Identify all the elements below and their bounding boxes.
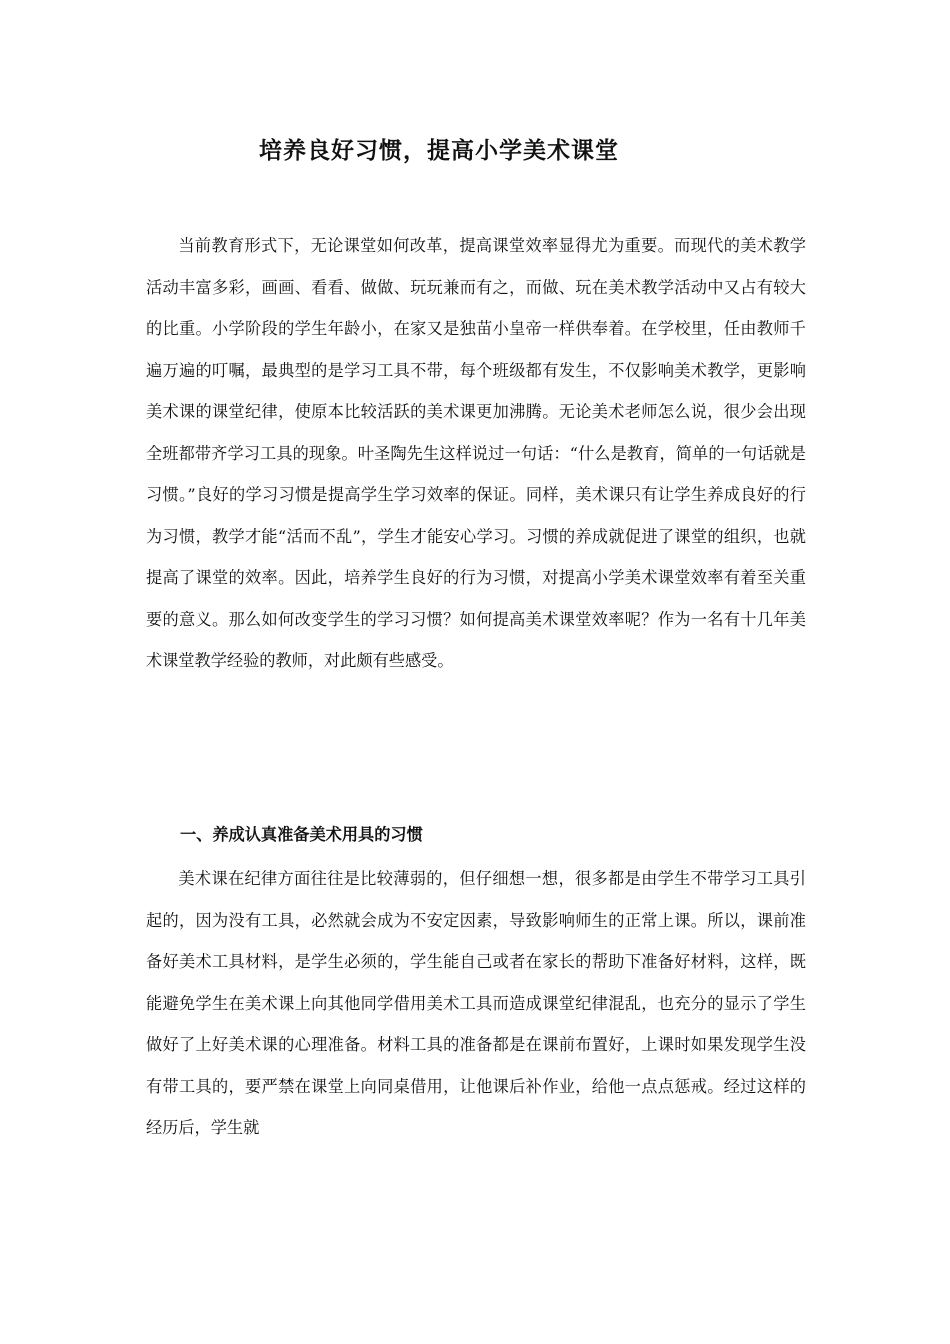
section-heading-1: 一、养成认真准备美术用具的习惯 (180, 825, 423, 844)
document-title: 培养良好习惯，提高小学美术课堂 (259, 137, 619, 164)
paragraph-section-1: 美术课在纪律方面往往是比较薄弱的，但仔细想一想，很多都是由学生不带学习工具引起的，因为没有工具，必然就会成为不安定因素，导致影响师生的正常上课。所以，课前准备好美术工具材料，是学生必须的，学生能自己或者在家长的帮助下准备好材料，这样，既能避免学生在美术课上向其他同学借用美术工具而造成课堂纪律混乱，也充分的显示了学生做好了上好美术课的心理准备。材料工具的准备都是在课前布置好，上课时如果发现学生没有带工具的，要严禁在课堂上向同桌借用，让他课后补作业，给他一点点惩戒。经过这样的经历后，学生就 (146, 869, 806, 1137)
paragraph-intro: 当前教育形式下，无论课堂如何改革，提高课堂效率显得尤为重要。而现代的美术教学活动丰富多彩，画画、看看、做做、玩玩兼而有之，而做、玩在美术教学活动中又占有较大的比重。小学阶段的学生年龄小，在家又是独苗小皇帝一样供奉着。在学校里，任由教师千遍万遍的叮嘱，最典型的是学习工具不带，每个班级都有发生，不仅影响美术教学，更影响美术课的课堂纪律，使原本比较活跃的美术课更加沸腾。无论美术老师怎么说，很少会出现全班都带齐学习工具的现象。叶圣陶先生这样说过一句话：“什么是教育，简单的一句话就是习惯。”良好的学习习惯是提高学生学习效率的保证。同样，美术课只有让学生养成良好的行为习惯，教学才能“活而不乱”，学生才能安心学习。习惯的养成就促进了课堂的组织，也就提高了课堂的效率。因此，培养学生良好的行为习惯，对提高小学美术课堂效率有着至关重要的意义。那么如何改变学生的学习习惯？如何提高美术课堂效率呢？作为一名有十几年美术课堂教学经验的教师，对此颇有些感受。 (146, 236, 806, 670)
